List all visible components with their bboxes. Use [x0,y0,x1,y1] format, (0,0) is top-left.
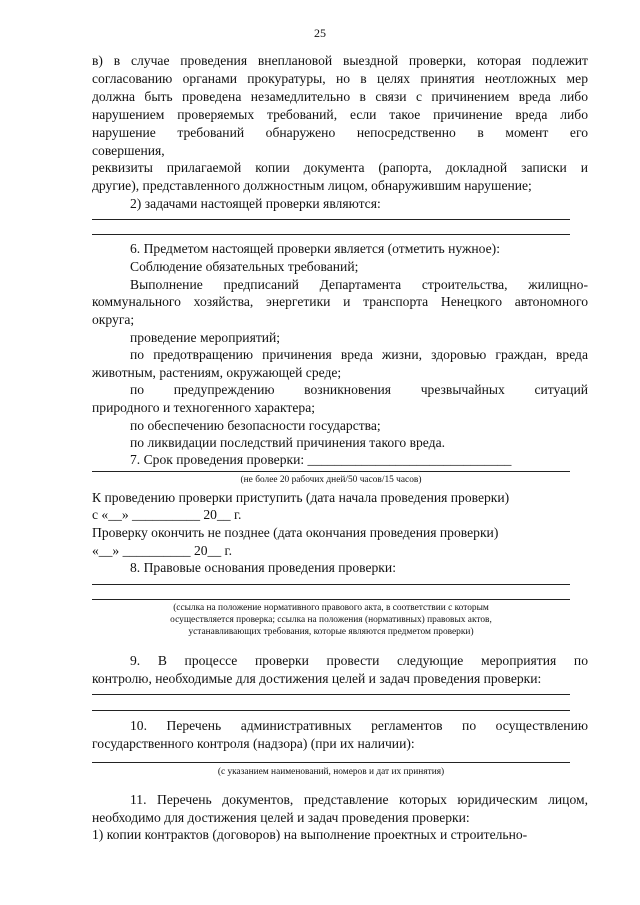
s6-item: природного и техногенного характера; [92,400,316,415]
para-v-line: совершения, [92,143,165,158]
s10-note: (с указанием наименований, номеров и дат их принятия) [217,767,445,777]
s6-item: по обеспечению безопасности государства; [130,418,381,433]
s6-item: по ликвидации последствий причинения такого вреда. [130,435,446,450]
fill-line [92,234,570,235]
para-v-line: должна быть проведена незамедлительно в связи с причинением вреда либо [92,89,588,104]
fill-line [92,694,570,695]
s6-item: проведение мероприятий; [130,330,281,345]
page-number: 25 [314,26,326,40]
s6-item: Выполнение предписаний Департамента строительства, жилищно- [130,277,588,292]
s7-note: (не более 20 рабочих дней/50 часов/15 часов) [240,475,422,485]
s8-note: устанавливающих требования, которые являются предметом проверки) [188,627,474,637]
s8-note: (ссылка на положение нормативного правового акта, в соответствии с которым [173,603,489,613]
s11-line: 1) копии контрактов (договоров) на выполнение проектных и строительно- [92,827,528,842]
s6-item: округа; [92,312,135,327]
para-v-line: нарушение требований обнаружено непосредственно в момент его [92,125,588,140]
s11-line: необходимо для достижения целей и задач проведения проверки: [92,810,470,825]
fill-line [92,471,570,472]
fill-line [92,584,570,585]
start-date: с «__» __________ 20__ г. [92,507,242,522]
s6-item: коммунального хозяйства, энергетики и транспорта Ненецкого автономного [92,294,588,309]
s6-item: по предотвращению причинения вреда жизни, здоровью граждан, вреда [130,347,588,362]
fill-line [92,762,570,763]
fill-line [92,710,570,711]
end-label: Проверку окончить не позднее (дата окончания проведения проверки) [92,525,499,540]
para-v-line: согласованию органами прокуратуры, но в целях принятия неотложных мер [92,71,588,86]
requisites-line: реквизиты прилагаемой копии документа (рапорта, докладной записки и [92,160,588,175]
para-v-line: нарушением проверяемых требований, если такое причинение вреда либо [92,107,588,122]
s7-heading: 7. Срок проведения проверки: ______________________________ [130,452,512,467]
tasks-label: 2) задачами настоящей проверки являются: [130,196,381,211]
s6-heading: 6. Предметом настоящей проверки является (отметить нужное): [130,241,500,256]
s8-heading: 8. Правовые основания проведения проверки: [130,560,396,575]
end-date: «__» __________ 20__ г. [92,543,232,558]
fill-line [92,219,570,220]
requisites-line: другие), представленного должностным лицом, обнаружившим нарушение; [92,178,532,193]
s9-line: 9. В процессе проверки провести следующие мероприятия по [130,653,588,668]
s6-item: Соблюдение обязательных требований; [130,259,359,274]
s10-line: 10. Перечень административных регламентов по осуществлению [130,718,588,733]
fill-line [92,599,570,600]
para-v-line: в) в случае проведения внеплановой выездной проверки, которая подлежит [92,53,588,68]
s9-line: контролю, необходимые для достижения целей и задач проведения проверки: [92,671,542,686]
s8-note: осуществляется проверка; ссылка на положения (нормативных) правовых актов, [170,615,492,625]
start-label: К проведению проверки приступить (дата начала проведения проверки) [92,490,510,505]
s6-item: по предупреждению возникновения чрезвычайных ситуаций [130,382,588,397]
s11-line: 11. Перечень документов, представление которых юридическим лицом, [130,792,588,807]
s10-line: государственного контроля (надзора) (при их наличии): [92,736,415,751]
s6-item: животным, растениям, окружающей среде; [92,365,342,380]
